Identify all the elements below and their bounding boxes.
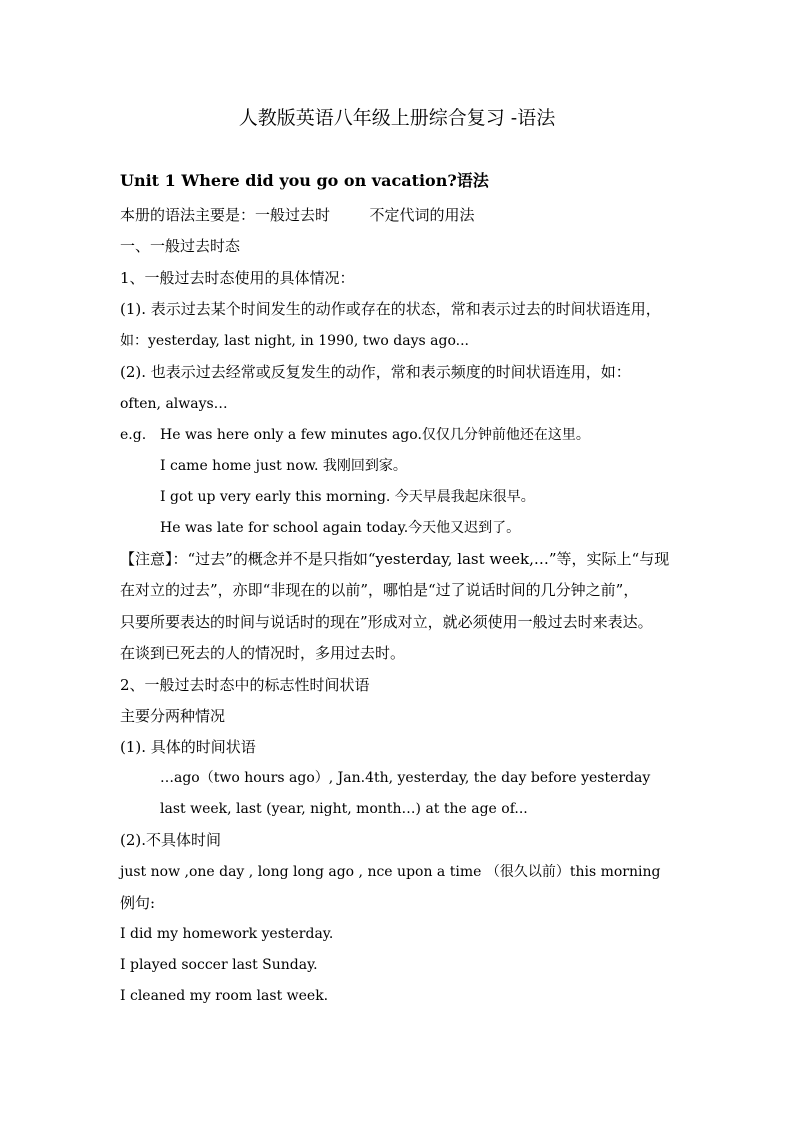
- unit-heading: Unit 1 Where did you go on vacation?语法: [120, 171, 489, 190]
- case-1-examples-line-1: …ago（two hours ago）, Jan.4th, yesterday, the day before yesterday: [160, 770, 651, 786]
- case-1-examples-line-2: last week, last (year, night, month…) at the age of...: [160, 801, 528, 817]
- usage-item-2-line-1: (2). 也表示过去经常或反复发生的动作，常和表示频度的时间状语连用，如：: [120, 363, 631, 381]
- note-line-1: 【注意】：“过去”的概念并不是只指如“yesterday, last week,…”等，实际上“与现: [120, 550, 670, 568]
- point-heading-time-adverbials: 2、一般过去时态中的标志性时间状语: [120, 676, 370, 694]
- usage-item-1-line-1: (1). 表示过去某个时间发生的动作或存在的状态，常和表示过去的时间状语连用，: [120, 300, 661, 318]
- intro-text: 本册的语法主要是：一般过去时 不定代词的用法: [120, 206, 475, 224]
- note-line-3: 只要所要表达的时间与说话时的现在”形成对立，就必须使用一般过去时来表达。: [120, 613, 653, 631]
- case-2-heading: (2).不具体时间: [120, 831, 222, 849]
- point-heading-usage: 1、一般过去时态使用的具体情况：: [120, 269, 355, 287]
- section-heading-past-tense: 一、一般过去时态: [120, 237, 241, 255]
- usage-item-2-line-2: often, always…: [120, 396, 228, 412]
- example-sentence-2: I came home just now. 我刚回到家。: [160, 458, 407, 474]
- example-sentences-label: 例句:: [120, 894, 156, 912]
- note-line-2: 在对立的过去”，亦即“非现在的以前”，哪怕是“过了说话时间的几分钟之前”，: [120, 581, 639, 599]
- two-cases-text: 主要分两种情况: [120, 707, 226, 725]
- example-sentence-1: He was here only a few minutes ago.仅仅几分钟前他还在这里。: [160, 427, 590, 443]
- example-sentence-room: I cleaned my room last week.: [120, 988, 329, 1004]
- usage-item-1-line-2: 如：yesterday, last night, in 1990, two days ago...: [120, 333, 469, 349]
- example-sentence-homework: I did my homework yesterday.: [120, 926, 334, 942]
- example-sentence-4: He was late for school again today.今天他又迟到了。: [160, 520, 521, 536]
- example-sentence-3: I got up very early this morning. 今天早晨我起床很早。: [160, 489, 535, 505]
- note-line-4: 在谈到已死去的人的情况时，多用过去时。: [120, 644, 406, 662]
- case-1-heading: (1). 具体的时间状语: [120, 738, 256, 756]
- example-label: e.g.: [120, 427, 147, 443]
- case-2-examples: just now ,one day , long long ago , nce upon a time （很久以前）this morning: [120, 864, 661, 880]
- document-title: 人教版英语八年级上册综合复习 -语法: [238, 107, 556, 129]
- example-sentence-soccer: I played soccer last Sunday.: [120, 957, 318, 973]
